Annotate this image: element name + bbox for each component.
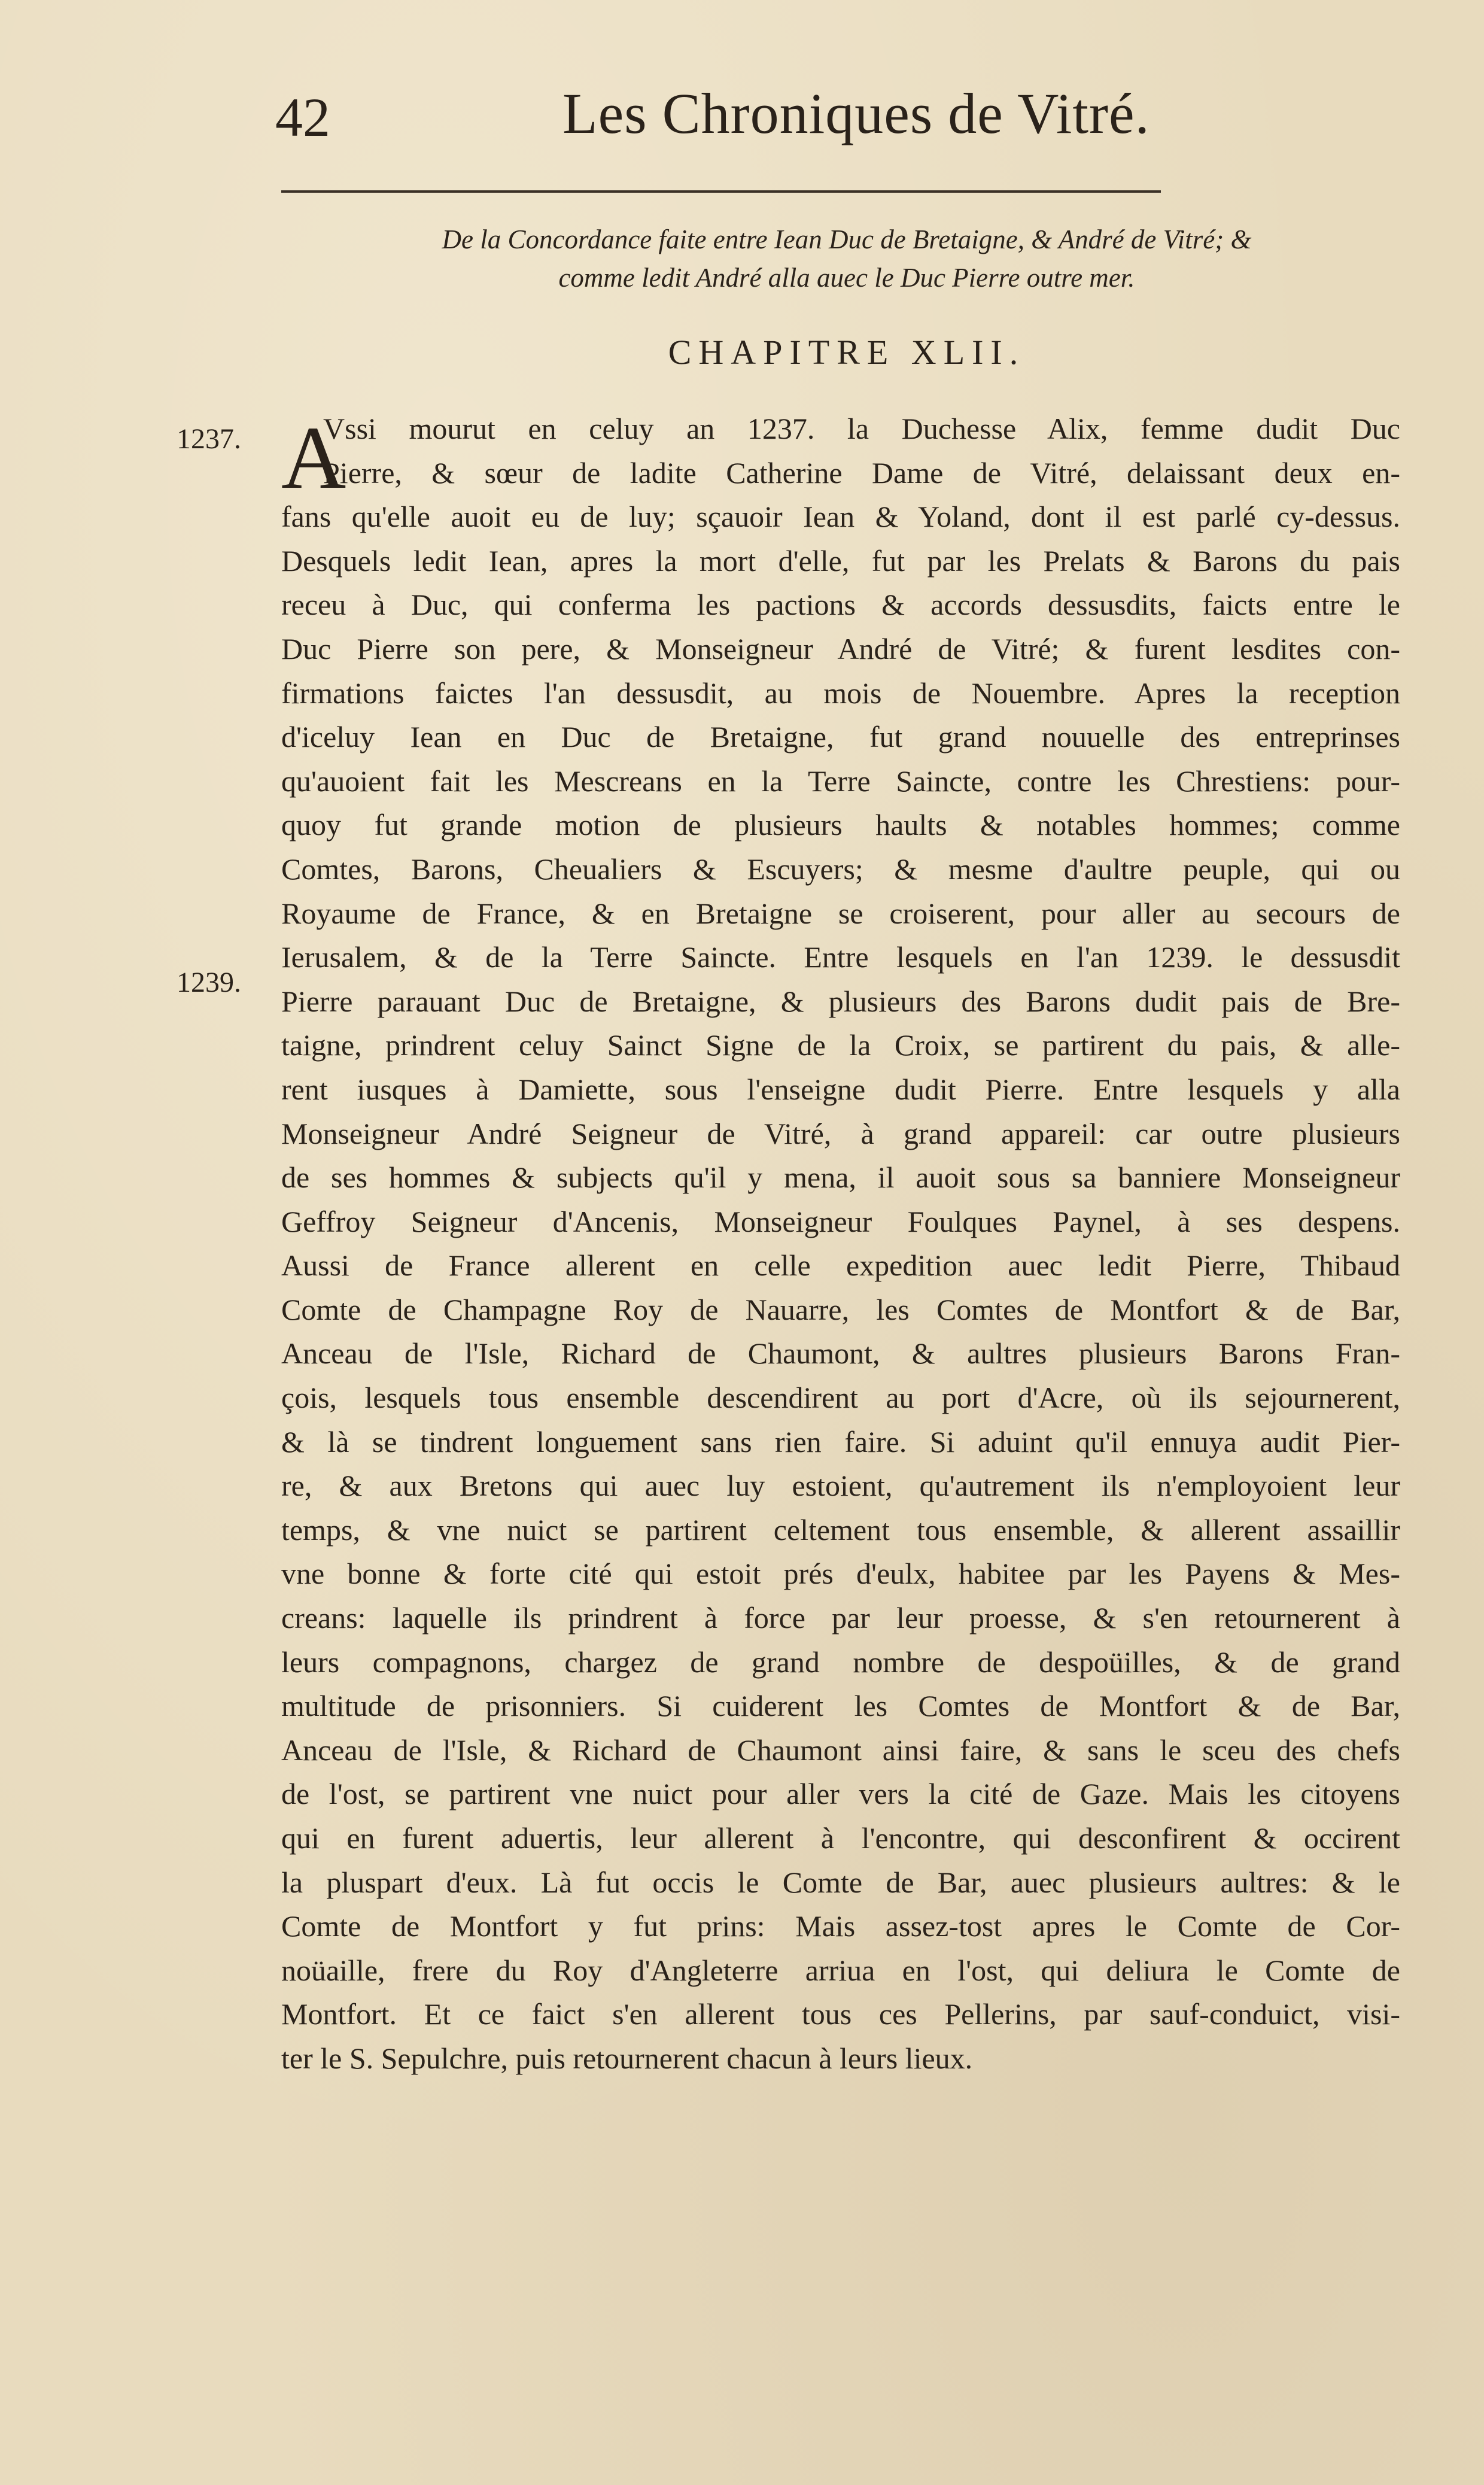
body-line: Comtes, Barons, Cheualiers & Escuyers; & mesme d'aultre peuple, qui ou [281, 852, 1400, 886]
body-line: re, & aux Bretons qui auec luy estoient, qu'autrement ils n'employoient leur [281, 1469, 1400, 1503]
body-line: Duc Pierre son pere, & Monseigneur André de Vitré; & furent lesdites con- [281, 631, 1400, 666]
body-line: d'iceluy Iean en Duc de Bretaigne, fut grand nouuelle des entreprinses [281, 720, 1400, 754]
body-line: vne bonne & forte cité qui estoit prés d'eulx, habitee par les Payens & Mes- [281, 1557, 1400, 1591]
body-line: noüaille, frere du Roy d'Angleterre arriua en l'ost, qui deliura le Comte de [281, 1953, 1400, 1987]
body-line: Comte de Montfort y fut prins: Mais assez-tost apres le Comte de Cor- [281, 1909, 1400, 1943]
body-line: temps, & vne nuict se partirent celtement tous ensemble, & allerent assaillir [281, 1512, 1400, 1547]
body-line: taigne, prindrent celuy Sainct Signe de la Croix, se partirent du pais, & alle- [281, 1028, 1400, 1062]
margin-note-year: 1239. [177, 967, 241, 998]
body-line: Geffroy Seigneur d'Ancenis, Monseigneur Foulques Paynel, à ses despens. [281, 1204, 1400, 1238]
body-line: qui en furent aduertis, leur allerent à l'encontre, qui desconfirent & occirent [281, 1821, 1400, 1855]
body-line: Desquels ledit Iean, apres la mort d'elle, fut par les Prelats & Barons du pais [281, 543, 1400, 578]
body-line: & là se tindrent longuement sans rien faire. Si aduint qu'il ennuya audit Pier- [281, 1424, 1400, 1459]
body-line: Royaume de France, & en Bretaigne se croiserent, pour aller au secours de [281, 896, 1400, 930]
body-line: receu à Duc, qui conferma les pactions & accords dessusdits, faicts entre le [281, 588, 1400, 622]
body-line: Aussi de France allerent en celle expedition auec ledit Pierre, Thibaud [281, 1248, 1400, 1283]
body-line: de ses hommes & subjects qu'il y mena, il auoit sous sa banniere Monseigneur [281, 1161, 1400, 1195]
page-header [269, 78, 1167, 148]
chapter-number: CHAPITRE XLII. [668, 333, 1026, 372]
body-line: Pierre parauant Duc de Bretaigne, & plusieurs des Barons dudit pais de Bre- [281, 984, 1400, 1018]
body-line: qu'auoient fait les Mescreans en la Terre Saincte, contre les Chrestiens: pour- [281, 764, 1400, 798]
chapter-body [281, 407, 1400, 2081]
body-line: Montfort. Et ce faict s'en allerent tous ces Pellerins, par sauf-conduict, visi- [281, 1997, 1400, 2031]
margin-note-year: 1237. [177, 423, 241, 455]
body-line: Anceau de l'Isle, & Richard de Chaumont ainsi faire, & sans le sceu des chefs [281, 1733, 1400, 1767]
chapter-heading [263, 220, 1430, 297]
body-line: la pluspart d'eux. Là fut occis le Comte de Bar, auec plusieurs aultres: & le [281, 1865, 1400, 1899]
body-line: firmations faictes l'an dessusdit, au mois de Nouembre. Apres la reception [281, 676, 1400, 710]
body-line: çois, lesquels tous ensemble descendirent au port d'Acre, où ils sejournerent, [281, 1381, 1400, 1415]
header-rule [281, 190, 1161, 193]
body-line: Pierre, & sœur de ladite Catherine Dame de Vitré, delaissant deux en- [323, 455, 1400, 490]
page-number: 42 [275, 87, 330, 148]
body-line: Comte de Champagne Roy de Nauarre, les Comtes de Montfort & de Bar, [281, 1292, 1400, 1326]
body-line: Vssi mourut en celuy an 1237. la Duchesse Alix, femme dudit Duc [323, 412, 1400, 445]
body-line: fans qu'elle auoit eu de luy; sçauoir Iean & Yoland, dont il est parlé cy-dessus. [281, 500, 1400, 534]
chapter-heading-line: comme ledit André alla auec le Duc Pierre outre mer. [558, 263, 1135, 293]
body-line: multitude de prisonniers. Si cuiderent les Comtes de Montfort & de Bar, [281, 1689, 1400, 1723]
body-line: de l'ost, se partirent vne nuict pour aller vers la cité de Gaze. Mais les citoyens [281, 1777, 1400, 1811]
body-line: leurs compagnons, chargez de grand nombre de despoüilles, & de grand [281, 1645, 1400, 1679]
body-line: Ierusalem, & de la Terre Saincte. Entre lesquels en l'an 1239. le dessusdit [281, 940, 1400, 974]
chapter-heading-line: De la Concordance faite entre Iean Duc de Bretaigne, & André de Vitré; & [442, 224, 1252, 254]
body-line: rent iusques à Damiette, sous l'enseigne dudit Pierre. Entre lesquels y alla [281, 1072, 1400, 1106]
body-line: Anceau de l'Isle, Richard de Chaumont, & aultres plusieurs Barons Fran- [281, 1336, 1400, 1371]
body-line: creans: laquelle ils prindrent à force par leur proesse, & s'en retournerent à [281, 1601, 1400, 1635]
body-line: quoy fut grande motion de plusieurs haults & notables hommes; comme [281, 808, 1400, 842]
drop-cap: A [281, 408, 346, 508]
body-line: Monseigneur André Seigneur de Vitré, à grand appareil: car outre plusieurs [281, 1116, 1400, 1150]
running-title: Les Chroniques de Vitré. [562, 81, 1150, 145]
body-line: ter le S. Sepulchre, puis retournerent chacun à leurs lieux. [281, 2041, 973, 2075]
